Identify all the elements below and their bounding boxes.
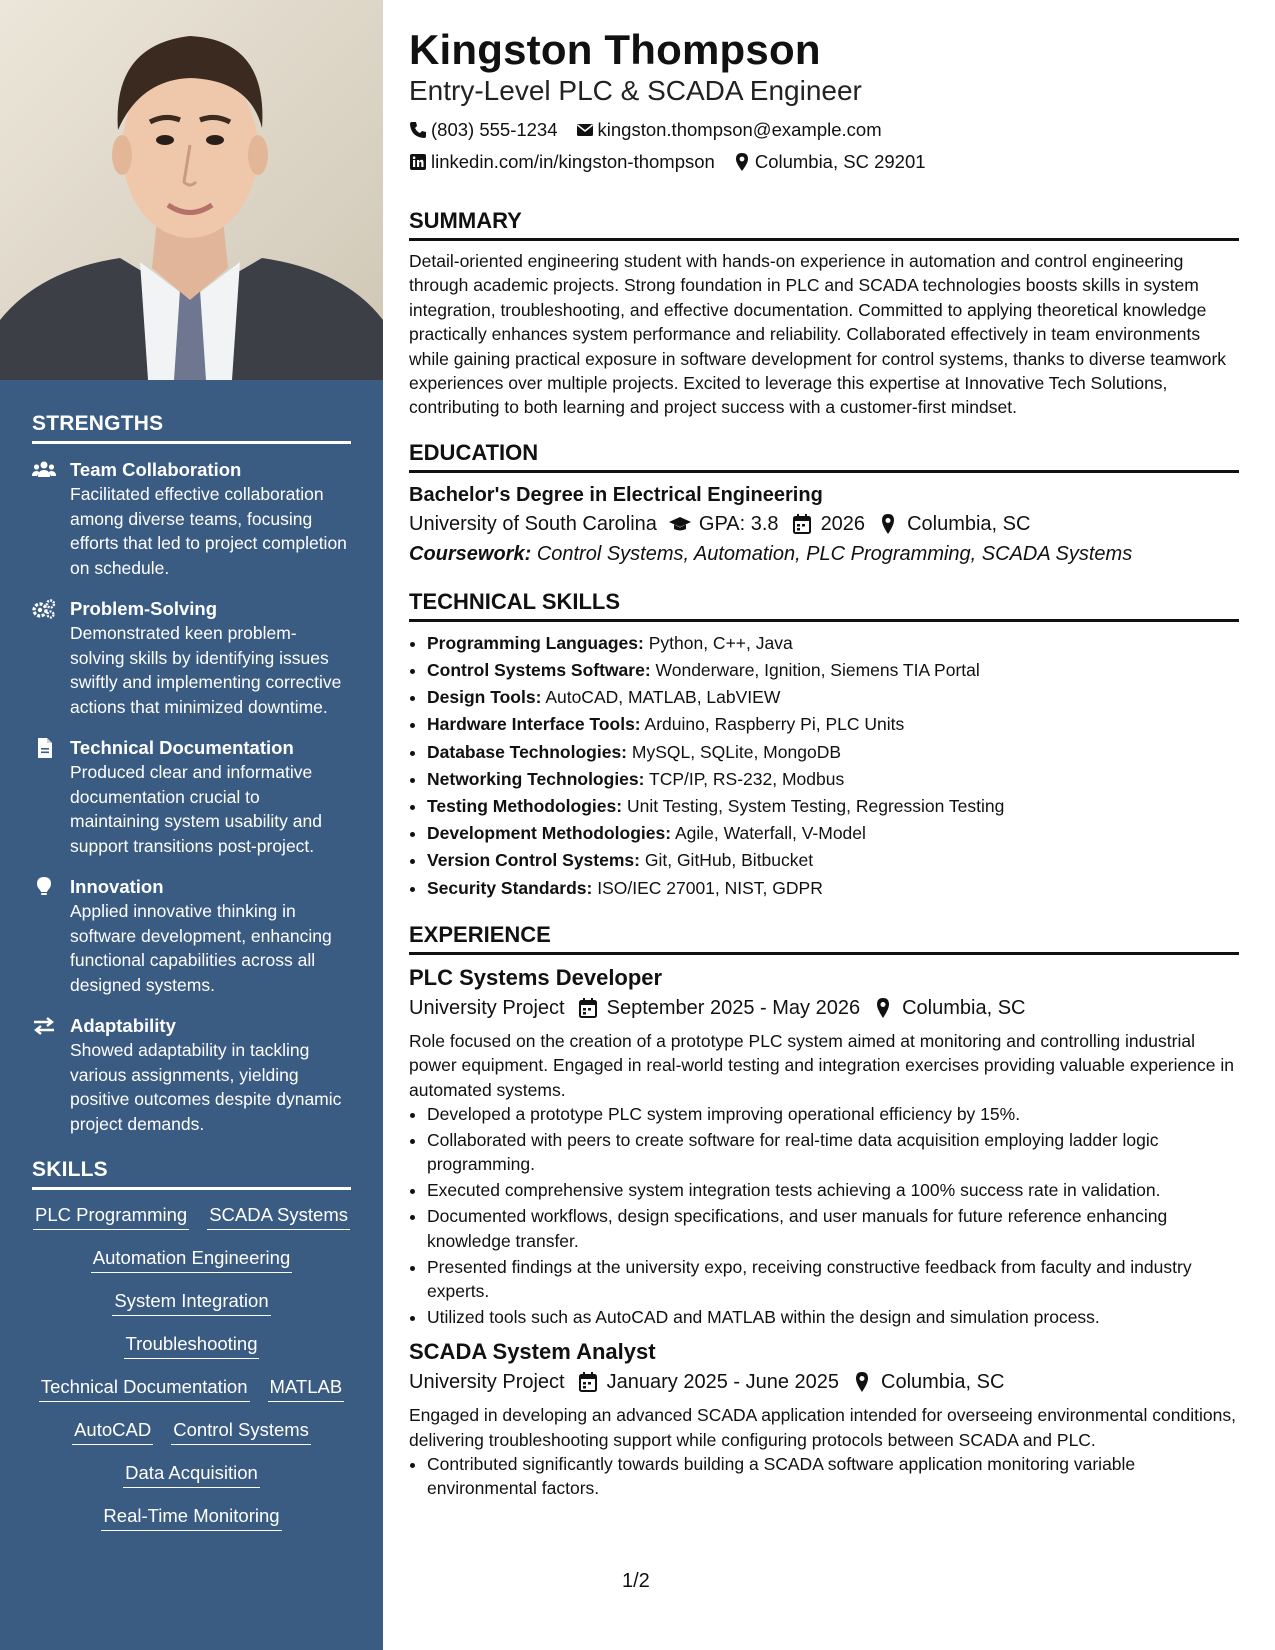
school-text: University of South Carolina <box>409 512 657 535</box>
experience-section <box>409 920 1239 1501</box>
list-item: • Utilized tools such as AutoCAD and MATLAB within the design and simulation process. <box>427 1305 1239 1329</box>
job-dates-text: September 2025 - May 2026 <box>606 996 861 1019</box>
team-icon <box>32 460 56 480</box>
list-item: • Collaborated with peers to create software for real-time data acquisition employing ladder logic programming. <box>427 1128 1239 1177</box>
education-meta <box>409 509 1239 539</box>
strength-desc: Applied innovative thinking in software development, enhancing functional capabilities across all designed systems. <box>70 901 332 995</box>
gpa <box>669 509 779 539</box>
skill-tag: Real-Time Monitoring <box>101 1505 281 1531</box>
strength-title: Team Collaboration <box>70 459 242 480</box>
summary-section <box>409 206 1239 420</box>
job-location-text: Columbia, SC <box>881 1371 1005 1394</box>
skill-value: AutoCAD, MATLAB, LabVIEW <box>545 687 781 708</box>
coursework-label: Coursework: <box>409 542 532 565</box>
graduation-cap-icon <box>669 514 691 534</box>
linkedin-icon <box>409 153 427 171</box>
contact-linkedin[interactable] <box>409 146 715 178</box>
gpa-text: GPA: 3.8 <box>698 512 779 535</box>
list-item: • Developed a prototype PLC system improving operational efficiency by 15%. <box>427 1102 1239 1126</box>
arrows-exchange-icon <box>32 1016 56 1036</box>
job-bullets <box>409 1102 1239 1329</box>
skill-tag: SCADA Systems <box>207 1204 350 1230</box>
education-section <box>409 438 1239 569</box>
skill-label: Database Technologies: <box>427 741 628 762</box>
page-number: 1/2 <box>622 1570 650 1592</box>
strength-title: Technical Documentation <box>70 737 294 758</box>
skill-value: Unit Testing, System Testing, Regression Testing <box>626 796 1005 817</box>
list-item <box>427 847 1239 874</box>
sidebar <box>0 0 383 1650</box>
year-text: 2026 <box>820 512 866 535</box>
skill-tag: System Integration <box>112 1290 270 1316</box>
strength-item <box>32 1014 351 1136</box>
skill-tag: Automation Engineering <box>91 1247 292 1273</box>
email-text[interactable]: kingston.thompson@example.com <box>597 119 882 140</box>
job-description: Engaged in developing an advanced SCADA application intended for overseeing environmental conditions, delivering troubleshooting support while configuring protocols between SCADA and PLC. <box>409 1405 1236 1450</box>
strength-desc: Produced clear and informative documentation crucial to maintaining system usability and support transitions post-project. <box>70 762 322 856</box>
degree: Bachelor's Degree in Electrical Engineering <box>409 483 823 506</box>
skill-label: Programming Languages: <box>427 632 644 653</box>
job-org <box>409 993 565 1023</box>
contact-location <box>733 146 926 178</box>
skill-label: Design Tools: <box>427 687 542 708</box>
strength-item <box>32 875 351 997</box>
skill-tag: Technical Documentation <box>39 1376 250 1402</box>
strength-desc: Facilitated effective collaboration among diverse teams, focusing efforts that led to project completion on schedule. <box>70 484 347 578</box>
job-bullets <box>409 1452 1239 1501</box>
job-location <box>851 1367 1004 1397</box>
summary-text: Detail-oriented engineering student with hands-on experience in automation and control engineering through academic projects. Strong foundation in PLC and SCADA technologies boosts skills in system integration, troubleshooting, and effective documentation. Committed to applying theoretical knowledge practically enhances system performance and reliability. Collaborated effectively in team environments while gaining practical exposure in software development for control systems, thanks to diverse teamwork experiences over multiple projects. Excited to leverage this expertise at Innovative Tech Solutions, contributing to both learning and project success with a customer-first mindset. <box>409 251 1227 418</box>
education-location <box>877 509 1030 539</box>
skill-tag: Data Acquisition <box>123 1462 260 1488</box>
skill-label: Version Control Systems: <box>427 850 640 871</box>
skill-value: Arduino, Raspberry Pi, PLC Units <box>644 714 905 735</box>
map-pin-icon <box>733 153 751 171</box>
list-item <box>427 793 1239 820</box>
strength-desc: Showed adaptability in tackling various assignments, yielding positive outcomes despite dynamic project demands. <box>70 1040 342 1134</box>
linkedin-text[interactable]: linkedin.com/in/kingston-thompson <box>431 151 715 172</box>
technical-skills-heading: TECHNICAL SKILLS <box>409 587 1239 622</box>
phone-text: (803) 555-1234 <box>431 119 558 140</box>
map-pin-icon <box>851 1372 873 1392</box>
strength-item <box>32 458 351 580</box>
strength-title: Innovation <box>70 876 164 897</box>
coursework-text: Control Systems, Automation, PLC Programming, SCADA Systems <box>536 542 1133 565</box>
list-item: • Executed comprehensive system integration tests achieving a 100% success rate in validation. <box>427 1178 1239 1202</box>
strength-desc: Demonstrated keen problem-solving skills by identifying issues swiftly and implementing corrective actions that minimized downtime. <box>70 623 342 717</box>
list-item: • Contributed significantly towards building a SCADA software application monitoring variable environmental factors. <box>427 1452 1239 1501</box>
job-description: Role focused on the creation of a prototype PLC system aimed at monitoring and controlling industrial power equipment. Engaged in real-world testing and integration exercises providing valuable experience in automated systems. <box>409 1030 1234 1100</box>
education-heading: EDUCATION <box>409 438 1239 473</box>
list-item <box>427 739 1239 766</box>
strength-title: Problem-Solving <box>70 598 217 619</box>
job-org-text: University Project <box>409 996 565 1019</box>
technical-skills-section <box>409 587 1239 902</box>
job-dates <box>577 1367 839 1397</box>
job-entry <box>409 1337 1239 1501</box>
summary-heading: SUMMARY <box>409 206 1239 241</box>
skill-value: TCP/IP, RS-232, Modbus <box>649 768 845 789</box>
calendar-icon <box>791 514 813 534</box>
job-location <box>872 993 1025 1023</box>
job-dates <box>577 993 861 1023</box>
job-meta <box>409 993 1239 1023</box>
education-location-text: Columbia, SC <box>907 512 1031 535</box>
skill-label: Development Methodologies: <box>427 823 672 844</box>
contact-info <box>409 114 969 178</box>
location-text: Columbia, SC 29201 <box>754 151 926 172</box>
job-dates-text: January 2025 - June 2025 <box>606 1371 840 1394</box>
technical-skills-list <box>409 630 1239 902</box>
skill-tag: PLC Programming <box>33 1204 189 1230</box>
skill-value: ISO/IEC 27001, NIST, GDPR <box>597 877 823 898</box>
skill-value: Wonderware, Ignition, Siemens TIA Portal <box>655 660 980 681</box>
contact-phone <box>409 114 558 146</box>
skill-value: Python, C++, Java <box>648 632 793 653</box>
skill-label: Networking Technologies: <box>427 768 645 789</box>
skills-tags <box>32 1204 351 1531</box>
calendar-icon <box>577 1372 599 1392</box>
job-org <box>409 1367 565 1397</box>
list-item: • Documented workflows, design specifications, and user manuals for future reference enhancing knowledge transfer. <box>427 1204 1239 1253</box>
skill-value: Git, GitHub, Bitbucket <box>644 850 814 871</box>
skills-heading: SKILLS <box>32 1158 351 1190</box>
strengths-heading: STRENGTHS <box>32 412 351 444</box>
list-item: • Presented findings at the university expo, receiving constructive feedback from faculty and industry experts. <box>427 1255 1239 1304</box>
graduation-year <box>791 509 866 539</box>
skill-label: Testing Methodologies: <box>427 796 623 817</box>
job-org-text: University Project <box>409 1371 565 1394</box>
skill-value: MySQL, SQLite, MongoDB <box>631 741 842 762</box>
candidate-name: Kingston Thompson <box>409 26 821 73</box>
skill-tag: MATLAB <box>268 1376 345 1402</box>
list-item <box>427 657 1239 684</box>
map-pin-icon <box>872 998 894 1018</box>
list-item <box>427 630 1239 657</box>
gears-icon <box>32 599 56 619</box>
skill-label: Security Standards: <box>427 877 593 898</box>
skill-label: Control Systems Software: <box>427 660 651 681</box>
school <box>409 509 657 539</box>
document-icon <box>32 738 56 758</box>
skill-tag: Troubleshooting <box>124 1333 260 1359</box>
list-item <box>427 711 1239 738</box>
skill-tag: Control Systems <box>171 1419 311 1445</box>
coursework <box>409 539 1239 569</box>
contact-email[interactable] <box>576 114 882 146</box>
skill-label: Hardware Interface Tools: <box>427 714 641 735</box>
strength-item <box>32 597 351 719</box>
list-item <box>427 684 1239 711</box>
job-title: SCADA System Analyst <box>409 1339 656 1365</box>
experience-heading: EXPERIENCE <box>409 920 1239 955</box>
main-content <box>409 26 1239 1502</box>
envelope-icon <box>576 121 594 139</box>
skill-value: Agile, Waterfall, V-Model <box>674 823 866 844</box>
job-meta <box>409 1367 1239 1397</box>
map-pin-icon <box>877 514 899 534</box>
calendar-icon <box>577 998 599 1018</box>
job-entry <box>409 963 1239 1329</box>
candidate-role: Entry-Level PLC & SCADA Engineer <box>409 75 862 106</box>
job-location-text: Columbia, SC <box>902 996 1026 1019</box>
job-title: PLC Systems Developer <box>409 964 663 990</box>
strength-item <box>32 736 351 858</box>
strength-title: Adaptability <box>70 1015 176 1036</box>
profile-photo <box>0 0 383 380</box>
list-item <box>427 820 1239 847</box>
list-item <box>427 766 1239 793</box>
lightbulb-icon <box>32 877 56 897</box>
list-item <box>427 875 1239 902</box>
phone-icon <box>409 121 427 139</box>
skill-tag: AutoCAD <box>72 1419 153 1445</box>
